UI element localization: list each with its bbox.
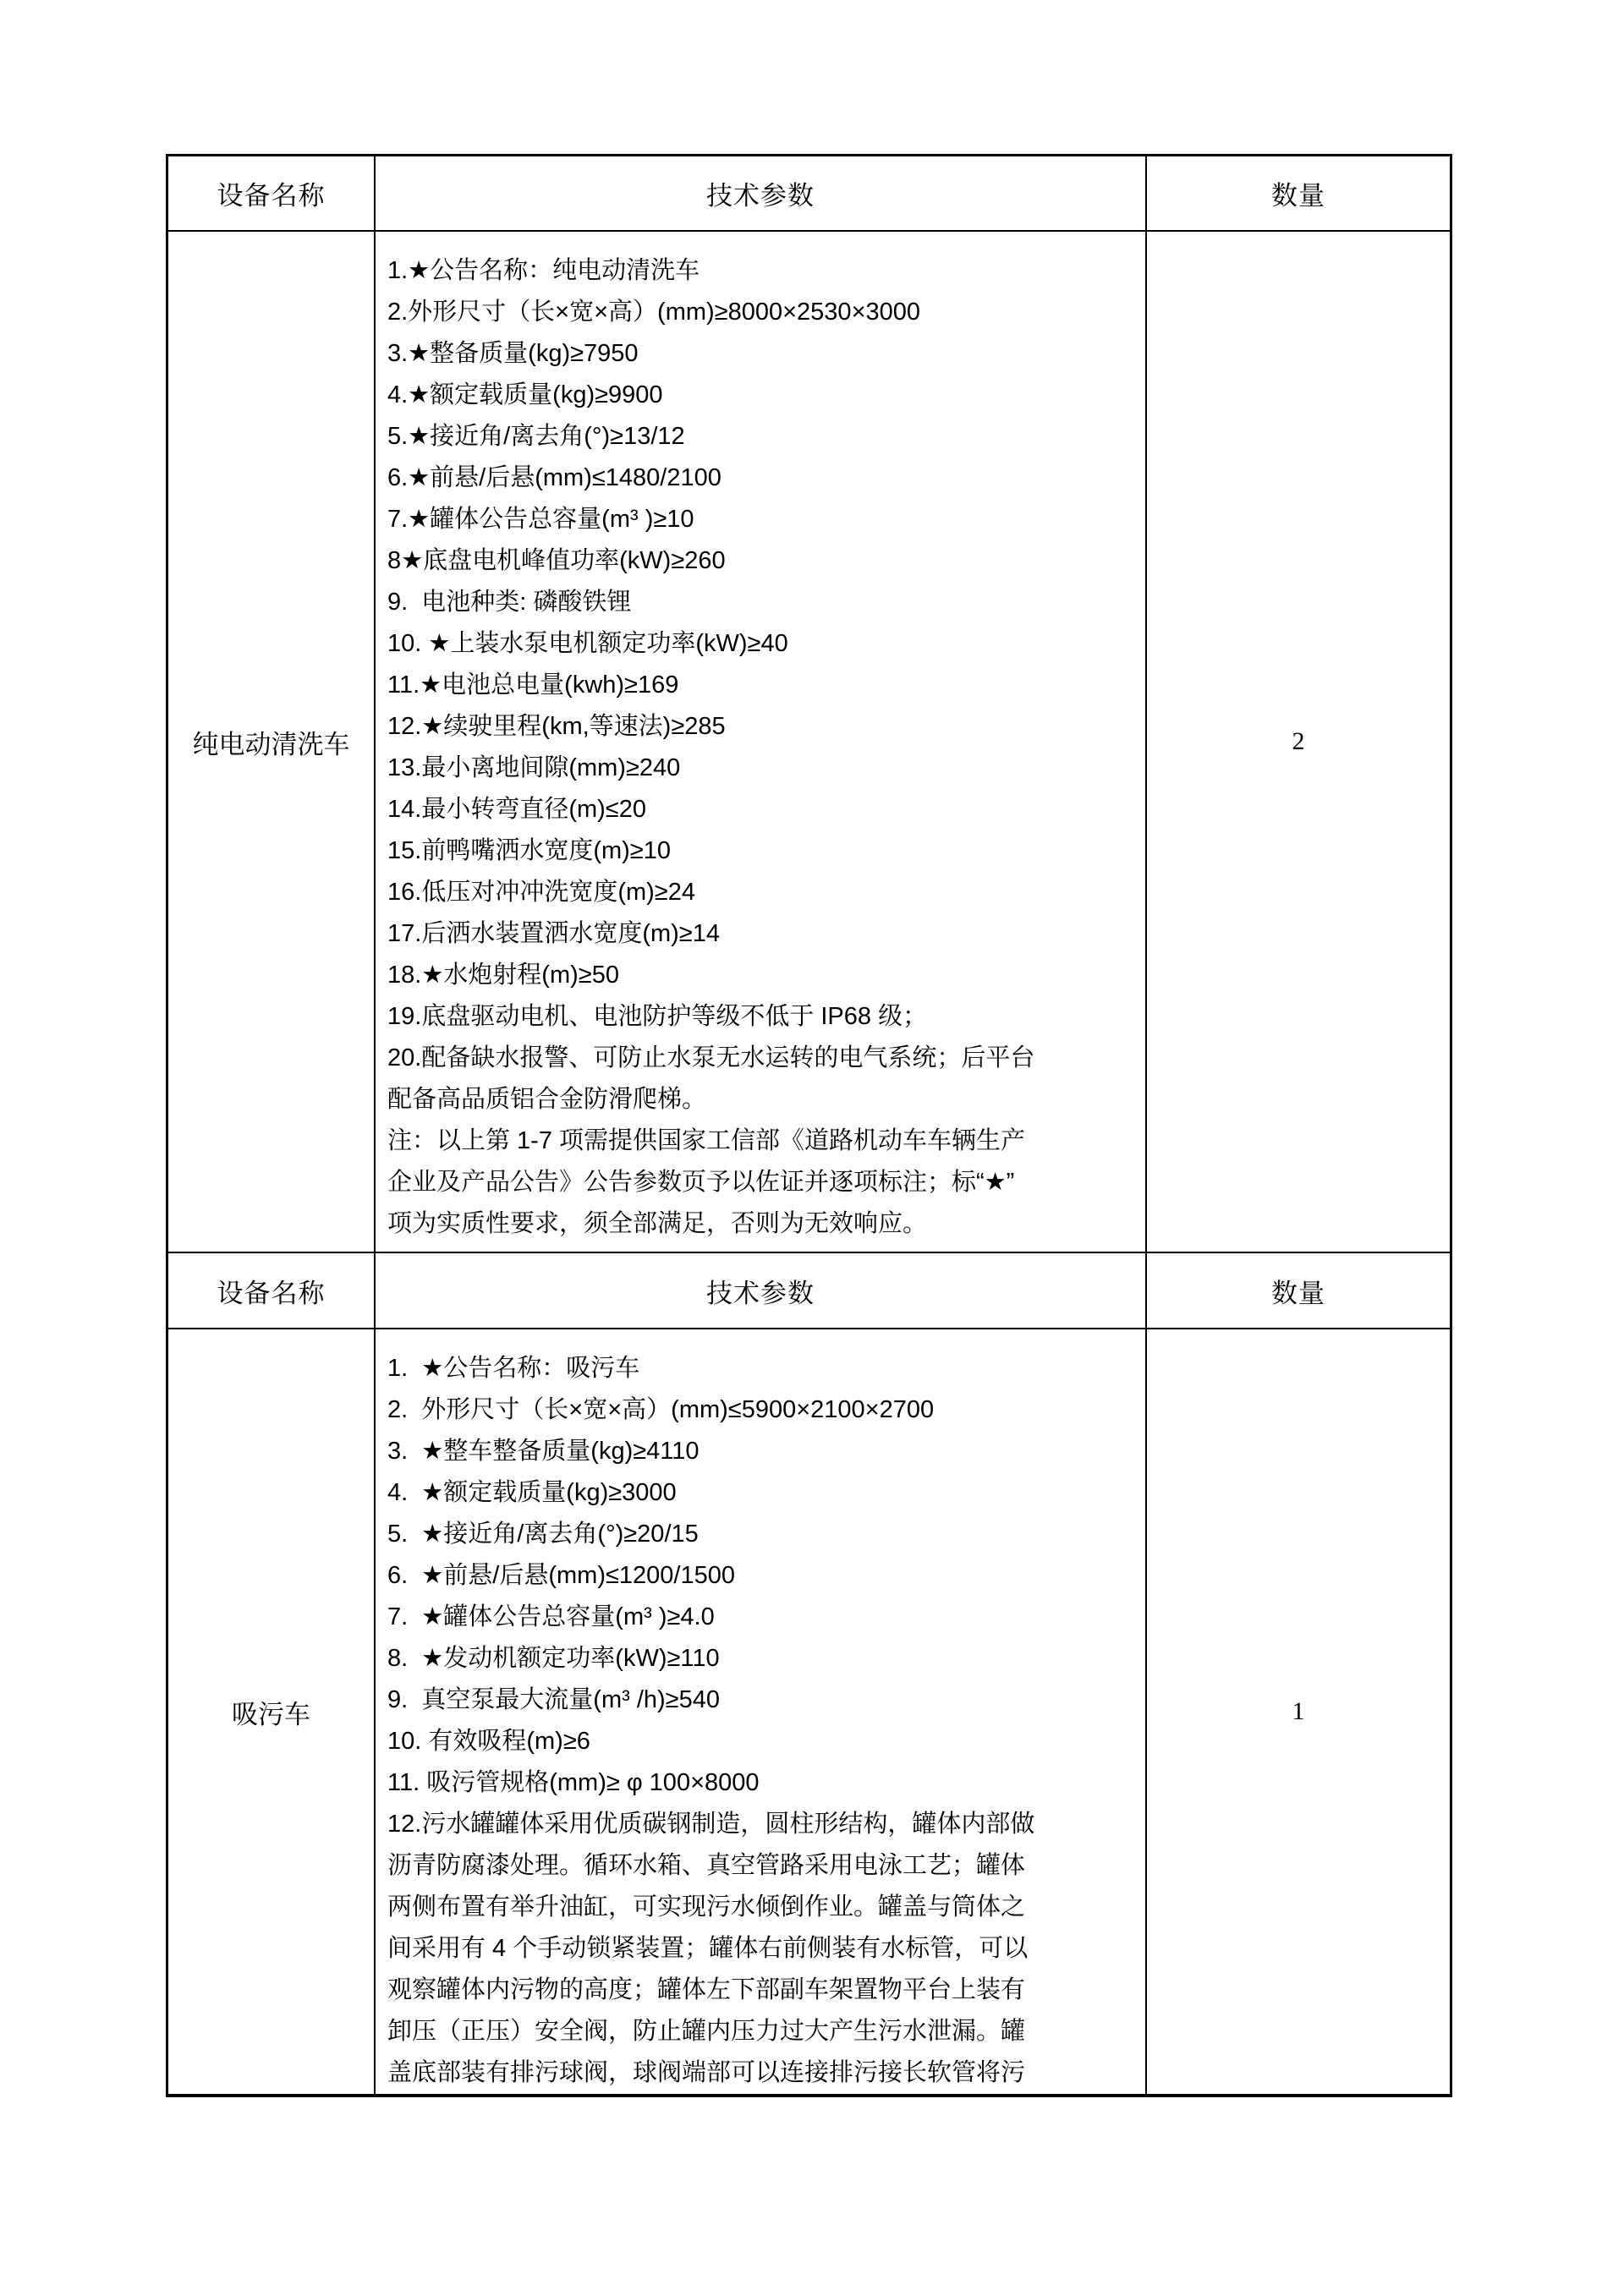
param-line: 18.★水炮射程(m)≥50	[387, 962, 619, 989]
header-tech-params-1: 技术参数	[376, 156, 1147, 232]
param-line: 项为实质性要求，须全部满足，否则为无效响应。	[387, 1210, 928, 1237]
param-line: 10. ★上装水泵电机额定功率(kW)≥40	[387, 630, 788, 657]
param-line: 17.后洒水装置洒水宽度(m)≥14	[387, 920, 720, 947]
param-line: 4.★额定载质量(kg)≥9900	[387, 381, 663, 408]
param-line: 10. 有效吸程(m)≥6	[387, 1728, 590, 1755]
param-line: 16.低压对冲冲洗宽度(m)≥24	[387, 879, 695, 906]
param-line: 6. ★前悬/后悬(mm)≤1200/1500	[387, 1562, 735, 1589]
param-line: 5.★接近角/离去角(°)≥13/12	[387, 423, 685, 450]
param-line: 2. 外形尺寸（长×宽×高）(mm)≤5900×2100×2700	[387, 1396, 935, 1423]
param-line: 8★底盘电机峰值功率(kW)≥260	[387, 547, 726, 574]
param-line: 7. ★罐体公告总容量(m³ )≥4.0	[387, 1603, 715, 1630]
param-line: 20.配备缺水报警、可防止水泵无水运转的电气系统；后平台	[387, 1044, 1035, 1071]
param-line: 5. ★接近角/离去角(°)≥20/15	[387, 1521, 699, 1548]
param-line: 8. ★发动机额定功率(kW)≥110	[387, 1645, 720, 1672]
param-line: 15.前鸭嘴洒水宽度(m)≥10	[387, 837, 671, 864]
equipment-name-cell-2: 吸污车	[168, 1329, 376, 2094]
param-line: 11.★电池总电量(kwh)≥169	[387, 671, 679, 699]
param-line: 两侧布置有举升油缸，可实现污水倾倒作业。罐盖与筒体之	[387, 1893, 1026, 1921]
header-tech-params-2: 技术参数	[376, 1253, 1147, 1329]
header-equipment-name-2: 设备名称	[168, 1253, 376, 1329]
param-line: 3.★整备质量(kg)≥7950	[387, 340, 639, 367]
header-quantity-1: 数量	[1147, 156, 1450, 232]
param-line: 2.外形尺寸（长×宽×高）(mm)≥8000×2530×3000	[387, 299, 921, 326]
param-line: 4. ★额定载质量(kg)≥3000	[387, 1479, 677, 1506]
param-line: 观察罐体内污物的高度；罐体左下部副车架置物平台上装有	[387, 1976, 1026, 2003]
param-line: 14.最小转弯直径(m)≤20	[387, 796, 646, 823]
param-line: 间采用有 4 个手动锁紧装置；罐体右前侧装有水标管，可以	[387, 1935, 1029, 1962]
header-quantity-2: 数量	[1147, 1253, 1450, 1329]
param-line: 13.最小离地间隙(mm)≥240	[387, 754, 681, 781]
param-line: 9. 电池种类: 磷酸铁锂	[387, 589, 632, 616]
param-line: 11. 吸污管规格(mm)≥ φ 100×8000	[387, 1769, 760, 1796]
spec-table	[166, 154, 1452, 2097]
param-line: 沥青防腐漆处理。循环水箱、真空管路采用电泳工艺；罐体	[387, 1852, 1026, 1879]
quantity-cell-2: 1	[1292, 1697, 1305, 1725]
param-line: 企业及产品公告》公告参数页予以佐证并逐项标注；标“★”	[387, 1169, 1015, 1196]
param-line: 12.污水罐罐体采用优质碳钢制造，圆柱形结构，罐体内部做	[387, 1811, 1035, 1838]
param-line: 配备高品质铝合金防滑爬梯。	[387, 1086, 707, 1113]
param-line: 盖底部装有排污球阀，球阀端部可以连接排污接长软管将污	[387, 2059, 1026, 2086]
param-line: 9. 真空泵最大流量(m³ /h)≥540	[387, 1686, 720, 1713]
param-line: 1.★公告名称：纯电动清洗车	[387, 257, 700, 284]
header-equipment-name-1: 设备名称	[168, 156, 376, 232]
quantity-cell-1: 2	[1147, 232, 1450, 1253]
param-line: 注：以上第 1-7 项需提供国家工信部《道路机动车车辆生产	[387, 1127, 1026, 1154]
param-line: 7.★罐体公告总容量(m³ )≥10	[387, 506, 694, 533]
param-line: 19.底盘驱动电机、电池防护等级不低于 IP68 级；	[387, 1003, 928, 1030]
equipment-name-cell-1: 纯电动清洗车	[168, 232, 376, 1253]
param-line: 12.★续驶里程(km,等速法)≥285	[387, 713, 726, 740]
param-line: 3. ★整车整备质量(kg)≥4110	[387, 1438, 700, 1465]
param-line: 1. ★公告名称：吸污车	[387, 1355, 640, 1382]
param-line: 卸压（正压）安全阀，防止罐内压力过大产生污水泄漏。罐	[387, 2018, 1026, 2045]
tech-params-cell-1	[376, 232, 1147, 1253]
param-line: 6.★前悬/后悬(mm)≤1480/2100	[387, 464, 721, 491]
tech-params-cell-2	[376, 1329, 1147, 2094]
